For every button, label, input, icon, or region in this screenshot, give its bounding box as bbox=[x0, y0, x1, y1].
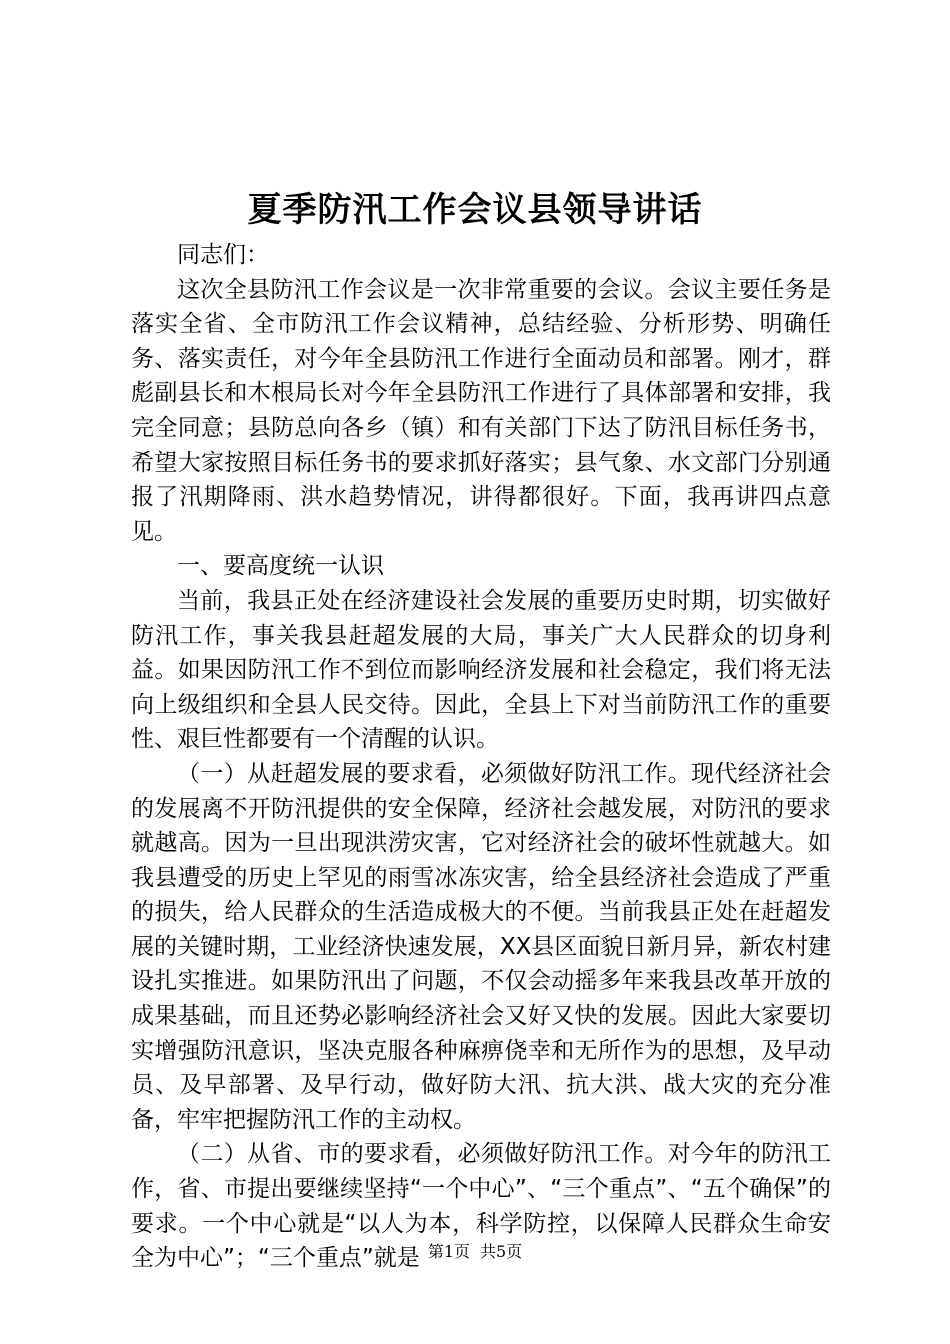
document-title: 夏季防汛工作会议县领导讲话 bbox=[247, 190, 703, 230]
salutation-paragraph: 同志们： bbox=[177, 242, 269, 268]
page-number: 第1页 bbox=[427, 1242, 470, 1261]
page-footer bbox=[0, 1240, 950, 1264]
page-total: 共5页 bbox=[480, 1242, 523, 1261]
body-paragraph: （一）从赶超发展的要求看，必须做好防汛工作。现代经济社会的发展离不开防汛提供的安全保障，经济社会越发展，对防汛的要求就越高。因为一旦出现洪涝灾害，它对经济社会的破坏性就越大。如我县遭受的历史上罕见的雨雪冰冻灾害，给全县经济社会造成了严重的损失，给人民群众的生活造成极大的不便。当前我县正处在赶超发展的关键时期，工业经济快速发展，XX县区面貌日新月异，新农村建设扎实推进。如果防汛出了问题，不仅会动摇多年来我县改革开放的成果基础，而且还势必影响经济社会又好又快的发展。因此大家要切实增强防汛意识，坚决克服各种麻痹侥幸和无所作为的思想，及早动员、及早部署、及早行动，做好防大汛、抗大洪、战大灾的充分准备，牢牢把握防汛工作的主动权。 bbox=[131, 760, 831, 1133]
body-paragraph: （二）从省、市的要求看，必须做好防汛工作。对今年的防汛工作，省、市提出要继续坚持“一个中心”、“三个重点”、“五个确保”的要求。一个中心就是“以人为本，科学防控，以保障人民群众生命安全为中心”；“三个重点”就是 bbox=[131, 1141, 831, 1272]
intro-paragraph: 这次全县防汛工作会议是一次非常重要的会议。会议主要任务是落实全省、全市防汛工作会议精神，总结经验、分析形势、明确任务、落实责任，对今年全县防汛工作进行全面动员和部署。刚才，群彪副县长和木根局长对今年全县防汛工作进行了具体部署和安排，我完全同意；县防总向各乡（镇）和有关部门下达了防汛目标任务书，希望大家按照目标任务书的要求抓好落实；县气象、水文部门分别通报了汛期降雨、洪水趋势情况，讲得都很好。下面，我再讲四点意见。 bbox=[131, 276, 831, 545]
body-paragraph: 当前，我县正处在经济建设社会发展的重要历史时期，切实做好防汛工作，事关我县赶超发展的大局，事关广大人民群众的切身利益。如果因防汛工作不到位而影响经济发展和社会稳定，我们将无法向上级组织和全县人民交待。因此，全县上下对当前防汛工作的重要性、艰巨性都要有一个清醒的认识。 bbox=[131, 587, 831, 753]
document-body bbox=[131, 238, 831, 1276]
section-heading: 一、要高度统一认识 bbox=[177, 553, 384, 580]
